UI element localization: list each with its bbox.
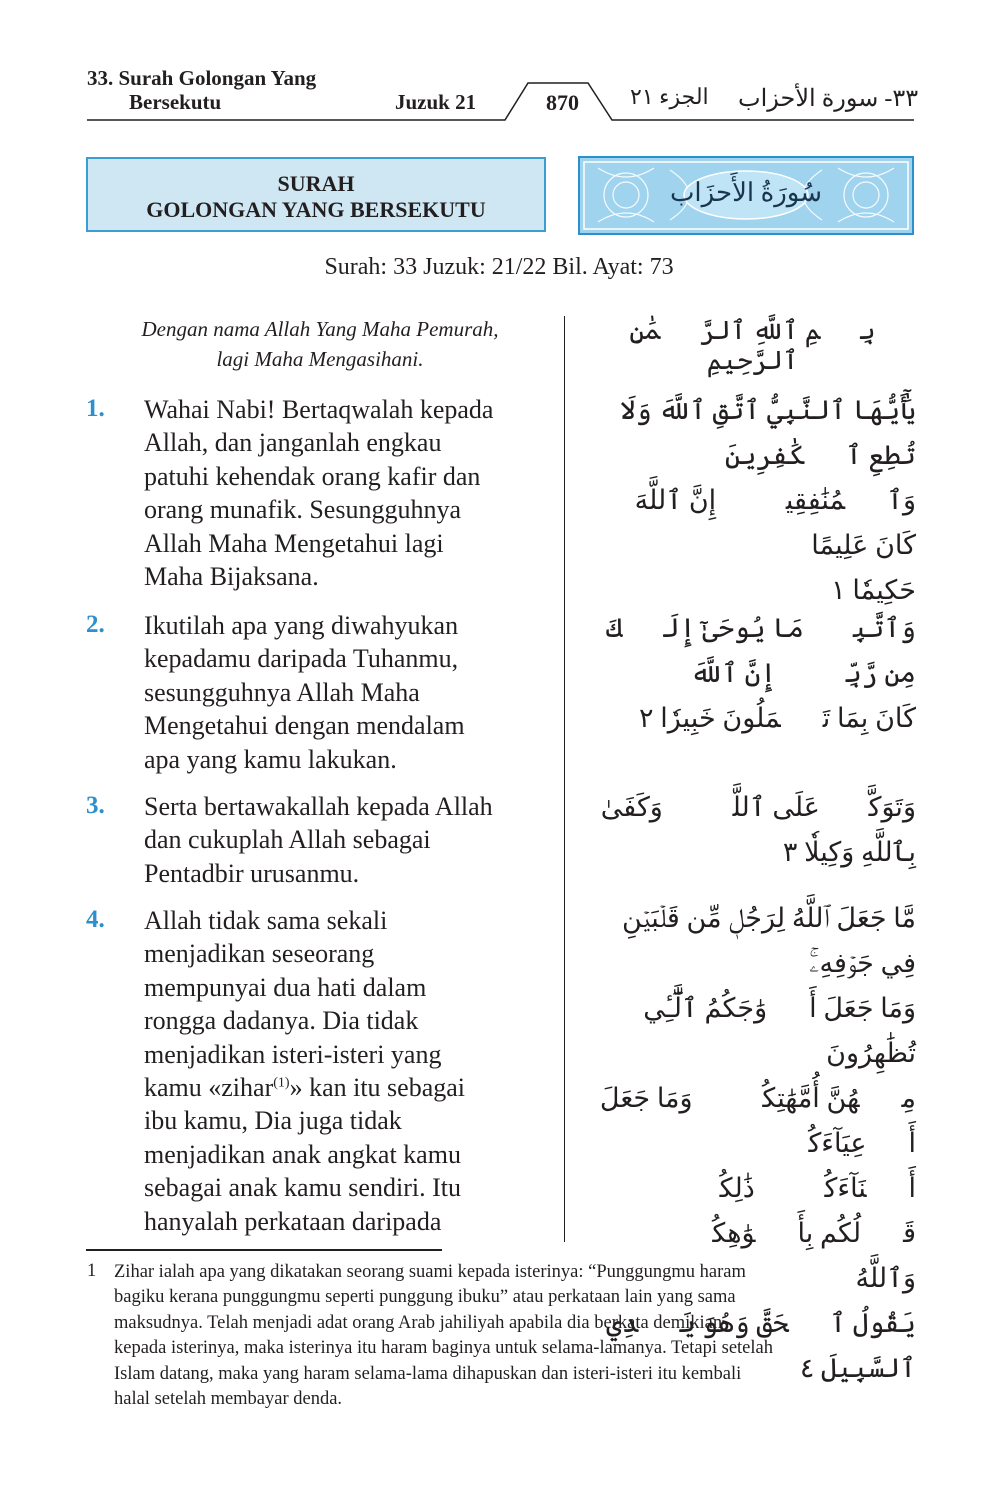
footnote-line: halal setelah membayar denda. — [114, 1389, 343, 1410]
arabic-line: وَٱلۡمُنَٰفِقِينَۚ إِنَّ ٱللَّهَ كَانَ عَلِيمًا — [634, 485, 916, 560]
footnote-line: maksudnya. Telah menjadi adat orang Arab jahiliyah apabila dia berkata demikian — [114, 1312, 723, 1333]
surah-title-line2: GOLONGAN YANG BERSEKUTU — [146, 197, 486, 222]
arabic-line: وَمَا جَعَلَ أَزۡوَٰجَكُمُ ٱلَّٰٓـِٔي تُظَٰهِرُونَ — [643, 993, 916, 1068]
verse-number-4: 4. — [86, 906, 105, 933]
running-head-line2: Bersekutu — [129, 90, 222, 114]
footnote-line: Islam datang, maka yang haram selama-lama dihapuskan dan isteri-isteri itu kembali — [114, 1363, 742, 1384]
basmala-translation — [100, 314, 540, 374]
verse-line — [144, 1071, 559, 1104]
running-head-arabic-surah: ٣٣- سورة الأحزاب — [738, 86, 919, 112]
verse-line: Maha Bijaksana. — [144, 562, 319, 592]
arabic-line: كَانَ بِمَا تَعۡمَلُونَ خَبِيرٗا ٢ — [638, 703, 916, 733]
verse-line: Mengetahui dengan mendalam — [144, 711, 465, 741]
verse-line: apa yang kamu lakukan. — [144, 744, 397, 774]
arabic-line: يَقُولُ ٱلۡحَقَّ وَهُوَ يَهۡدِي ٱلسَّبِيلَ ٤ — [606, 1308, 916, 1383]
surah-ornament-arabic: سُورَةُ الأَحزَاب — [669, 178, 823, 207]
page-number: 870 — [546, 90, 579, 115]
surah-title-box — [86, 157, 546, 232]
footnote-reference[interactable]: (1) — [273, 1075, 290, 1091]
verse-line: dan cukuplah Allah sebagai — [144, 825, 431, 855]
verse-line: hanyalah perkataan daripada — [144, 1206, 442, 1236]
arabic-line: وَتَوَكَّلۡ عَلَى ٱللَّهِۚ وَكَفَىٰ بِٱللَّهِ وَكِيلٗا ٣ — [600, 792, 916, 867]
verse-arabic-1 — [590, 388, 916, 613]
column-divider — [564, 316, 565, 1242]
verse-translation-2 — [144, 609, 559, 776]
arabic-line: مِنۡهُنَّ أُمَّهَٰتِكُمۡۚ وَمَا جَعَلَ أَدۡعِيَآءَكُمۡ — [599, 1083, 916, 1158]
basmala-arabic: بِسۡمِ ٱللَّهِ ٱلرَّحۡمَٰنِ ٱلرَّحِيمِ — [629, 316, 876, 375]
verse-translation-1 — [144, 393, 559, 593]
verse-line-part: » kan itu sebagai — [289, 1073, 466, 1103]
arabic-line: أَبۡنَآءَكُمۡۚ ذَٰلِكُمۡ قَوۡلُكُم بِأَفۡوَٰهِكُمۡۖ وَٱللَّهُ — [649, 1173, 916, 1293]
verse-line: Allah Maha Mengetahui lagi — [144, 528, 444, 558]
footnote-text — [114, 1260, 913, 1412]
arabic-line: وَٱتَّبِعۡ مَا يُوحَىٰٓ إِلَيۡكَ مِن رَّبِّكَۚ إِنَّ ٱللَّهَ — [606, 613, 916, 688]
verse-line-part: kamu «zihar — [144, 1073, 274, 1103]
arabic-line: حَكِيمٗا ١ — [831, 575, 916, 605]
verse-line: menjadikan anak angkat kamu — [144, 1139, 461, 1169]
verse-line: sebagai anak kamu sendiri. Itu — [144, 1173, 461, 1203]
footnote-number: 1 — [87, 1261, 97, 1281]
running-head-line1: 33. Surah Golongan Yang — [87, 66, 317, 90]
verse-line: ibu kamu, Dia juga tidak — [144, 1106, 402, 1136]
arabic-line: يَٰٓأَيُّهَا ٱلنَّبِيُّ ٱتَّقِ ٱللَّهَ وَلَا تُطِعِ ٱلۡكَٰفِرِينَ — [620, 395, 916, 470]
surah-info — [0, 254, 1000, 281]
verse-number-3: 3. — [86, 792, 105, 819]
verse-line: rongga dadanya. Dia tidak — [144, 1006, 419, 1036]
verse-number-1: 1. — [86, 395, 105, 422]
verse-line: Allah, dan janganlah engkau — [144, 428, 442, 458]
verse-line: orang munafik. Sesungguhnya — [144, 495, 462, 525]
verse-line: Allah tidak sama sekali — [144, 906, 388, 935]
verse-line: Wahai Nabi! Bertaqwalah kepada — [144, 395, 494, 424]
running-head-juzuk: Juzuk 21 — [395, 90, 477, 114]
verse-arabic-3 — [590, 785, 916, 875]
basmala-translation-line2: lagi Maha Mengasihani. — [216, 347, 424, 371]
verse-line: mempunyai dua hati dalam — [144, 972, 427, 1002]
footnote-rule — [86, 1249, 442, 1251]
verse-arabic-2 — [590, 606, 916, 741]
running-head-surah — [87, 66, 316, 114]
running-head-arabic-juz: الجزء ٢١ — [630, 84, 709, 109]
verse-line: kepadamu daripada Tuhanmu, — [144, 644, 459, 674]
arabic-line: مَّا جَعَلَ ٱللَّهُ لِرَجُلٖ مِّن قَلۡبَيۡنِ فِي جَوۡفِهِۦۚ — [622, 903, 916, 978]
verse-translation-3 — [144, 790, 559, 890]
verse-translation-4 — [144, 904, 559, 1238]
footnote-line: Zihar ialah apa yang dikatakan seorang suami kepada isterinya: “Punggungmu haram — [114, 1262, 746, 1282]
footnote-line: kepada isterinya, maka isterinya itu haram baginya untuk selama-lamanya. Tetapi setelah — [114, 1338, 773, 1359]
footnote-line: bagiku kerana punggungmu seperti punggung ibuku” atau perkataan lain yang sama — [114, 1287, 736, 1308]
verse-line: Pentadbir urusanmu. — [144, 858, 360, 888]
verse-line: sesungguhnya Allah Maha — [144, 677, 420, 707]
verse-number-2: 2. — [86, 611, 105, 638]
basmala-translation-line1: Dengan nama Allah Yang Maha Pemurah, — [141, 317, 499, 341]
verse-line: patuhi kehendak orang kafir dan — [144, 461, 481, 491]
verse-line: Ikutilah apa yang diwahyukan — [144, 611, 459, 640]
surah-info-text: Surah: 33 Juzuk: 21/22 Bil. Ayat: 73 — [324, 254, 674, 280]
verse-line: menjadikan isteri-isteri yang — [144, 1039, 442, 1069]
verse-line: Serta bertawakallah kepada Allah — [144, 792, 493, 821]
verse-line: menjadikan seseorang — [144, 939, 375, 969]
surah-title-line1: SURAH — [277, 171, 355, 196]
